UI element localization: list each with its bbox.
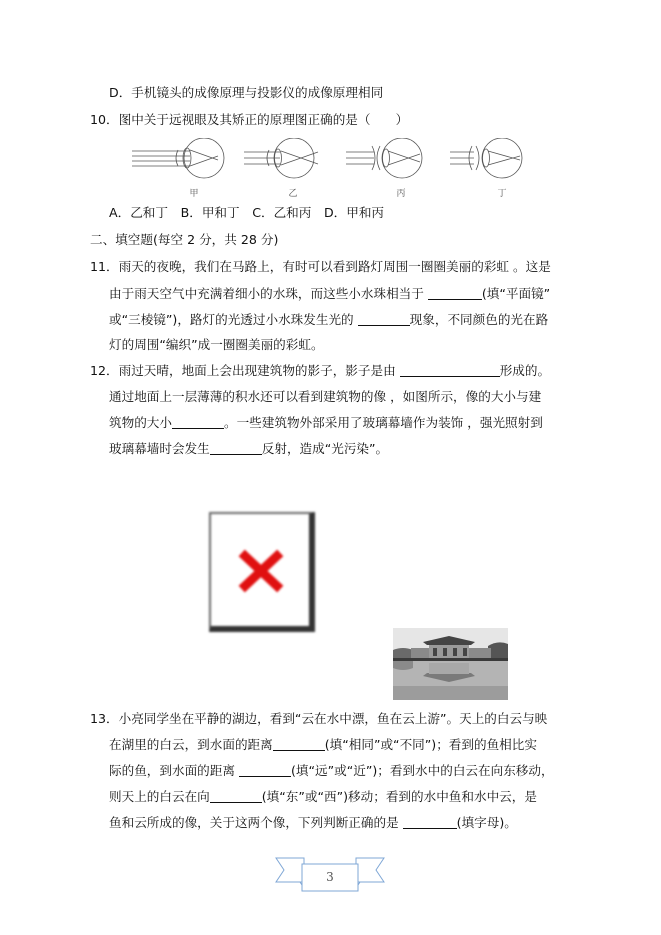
q11-line-4: 灯的周围“编织”成一圈圈美丽的彩虹。 — [109, 337, 324, 352]
q13-line-2: 在湖里的白云，到水面的距离 (填“相同”或“不同”)；看到的鱼相比实 — [109, 737, 537, 752]
eye-diagram-jia — [132, 138, 224, 178]
q13-line-1: 13．小亮同学坐在平静的湖边，看到“云在水中漂，鱼在云上游”。天上的白云与映 — [90, 711, 548, 726]
answer-blank[interactable] — [239, 763, 291, 777]
q11-line-1: 11．雨天的夜晚，我们在马路上，有时可以看到路灯周围一圈圈美丽的彩虹 。这是 — [90, 259, 551, 274]
answer-blank[interactable] — [210, 789, 262, 803]
q10-stem: 10．图中关于远视眼及其矫正的原理图正确的是（ ） — [90, 112, 409, 127]
answer-blank[interactable] — [400, 363, 500, 377]
answer-blank[interactable] — [428, 286, 482, 300]
broken-image-icon — [209, 512, 315, 632]
eye-diagram-yi — [244, 138, 318, 178]
q11-line-2: 由于雨天空气中充满着细小的水珠，而这些小水珠相当于 (填“平面镜” — [109, 286, 551, 301]
q10-eye-diagrams — [130, 138, 530, 200]
q13-line-3: 际的鱼，到水面的距离 (填“远”或“近”)；看到水中的白云在向东移动， — [109, 763, 554, 778]
section-heading: 二、填空题(每空 2 分，共 28 分) — [90, 232, 279, 247]
eye-diagram-ding — [450, 138, 522, 178]
label-yi: 乙 — [288, 189, 298, 199]
q12-line-3: 筑物的大小 。一些建筑物外部采用了玻璃幕墙作为装饰 ，强光照射到 — [109, 415, 543, 430]
building-reflection-photo — [393, 628, 508, 700]
q12-line-2: 通过地面上一层薄薄的积水还可以看到建筑物的像 ，如图所示，像的大小与建 — [109, 389, 542, 404]
label-jia: 甲 — [189, 189, 199, 199]
answer-blank[interactable] — [172, 415, 224, 429]
answer-blank[interactable] — [210, 441, 262, 455]
label-ding: 丁 — [497, 189, 507, 199]
q12-line-4: 玻璃幕墙时会发生 反射，造成“光污染”。 — [109, 441, 389, 456]
eye-diagram-bing — [346, 138, 422, 178]
label-bing: 丙 — [396, 189, 406, 199]
q13-line-5: 鱼和云所成的像，关于这两个像，下列判断正确的是 (填字母)。 — [109, 815, 517, 830]
q11-line-3: 或“三棱镜”)，路灯的光透过小水珠发生光的 现象，不同颜色的光在路 — [109, 312, 549, 327]
q12-line-1: 12．雨过天晴，地面上会出现建筑物的影子，影子是由 形成的。 — [90, 363, 551, 378]
answer-blank[interactable] — [358, 312, 410, 326]
page-number: 3 — [326, 870, 334, 884]
q9-option-d: D．手机镜头的成像原理与投影仪的成像原理相同 — [109, 85, 384, 100]
q10-options: A．乙和丁 B．甲和丁 C．乙和丙 D．甲和丙 — [109, 205, 385, 220]
q13-line-4: 则天上的白云在向 (填“东”或“西”)移动；看到的水中鱼和水中云，是 — [109, 789, 537, 804]
answer-blank[interactable] — [273, 737, 325, 751]
answer-blank[interactable] — [403, 815, 457, 829]
